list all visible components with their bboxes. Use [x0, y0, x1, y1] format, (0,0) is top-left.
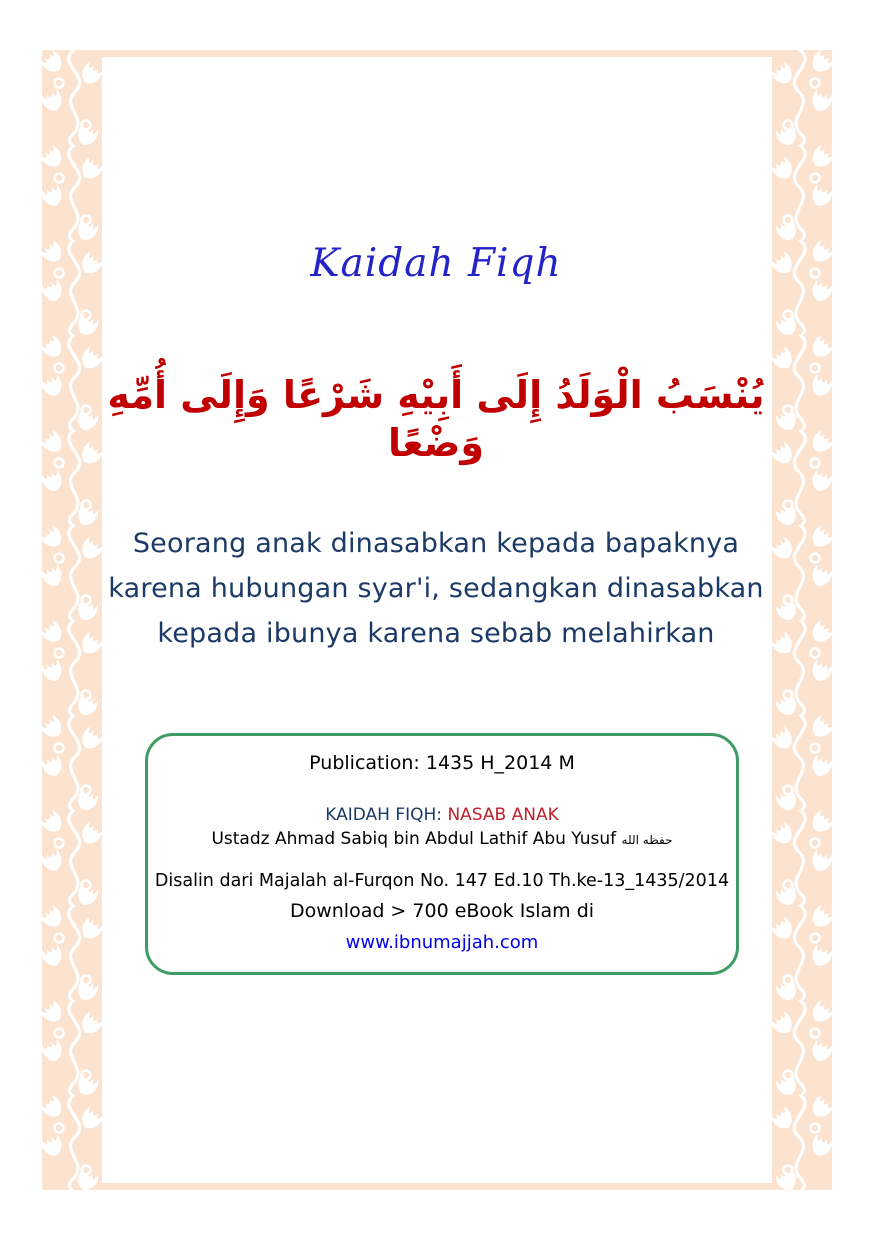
frame-bottom-band	[42, 1183, 832, 1190]
frame-top-band	[42, 50, 832, 57]
author-honorific-arabic: حفظه الله	[621, 833, 673, 847]
source-line: Disalin dari Majalah al-Furqon No. 147 Ed.10 Th.ke-13_1435/2014	[154, 871, 730, 891]
page-title: Kaidah Fiqh	[310, 241, 562, 286]
author-line	[148, 829, 736, 849]
series-line	[148, 805, 736, 825]
translation-line-3: kepada ibunya karena sebab melahirkan	[157, 618, 715, 649]
arabic-maxim: يُنْسَبُ الْوَلَدُ إِلَى أَبِيْهِ شَرْعًا وَإِلَى أُمِّهِ وَضْعًا	[107, 373, 765, 465]
publication-info-box	[145, 733, 739, 975]
website-link[interactable]: www.ibnumajjah.com	[345, 932, 539, 953]
download-line: Download > 700 eBook Islam di	[289, 900, 595, 922]
series-topic: NASAB ANAK	[447, 805, 559, 825]
translation-line-2: karena hubungan syar'i, sedangkan dinasabkan	[108, 573, 764, 604]
author-name: Ustadz Ahmad Sabiq bin Abdul Lathif Abu Yusuf	[211, 829, 617, 849]
floral-border-left-icon	[42, 50, 102, 1190]
floral-border-right-icon	[772, 50, 832, 1190]
series-label: KAIDAH FIQH:	[325, 805, 443, 825]
translation-line-1: Seorang anak dinasabkan kepada bapaknya	[132, 528, 740, 559]
publication-line: Publication: 1435 H_2014 M	[309, 752, 575, 774]
